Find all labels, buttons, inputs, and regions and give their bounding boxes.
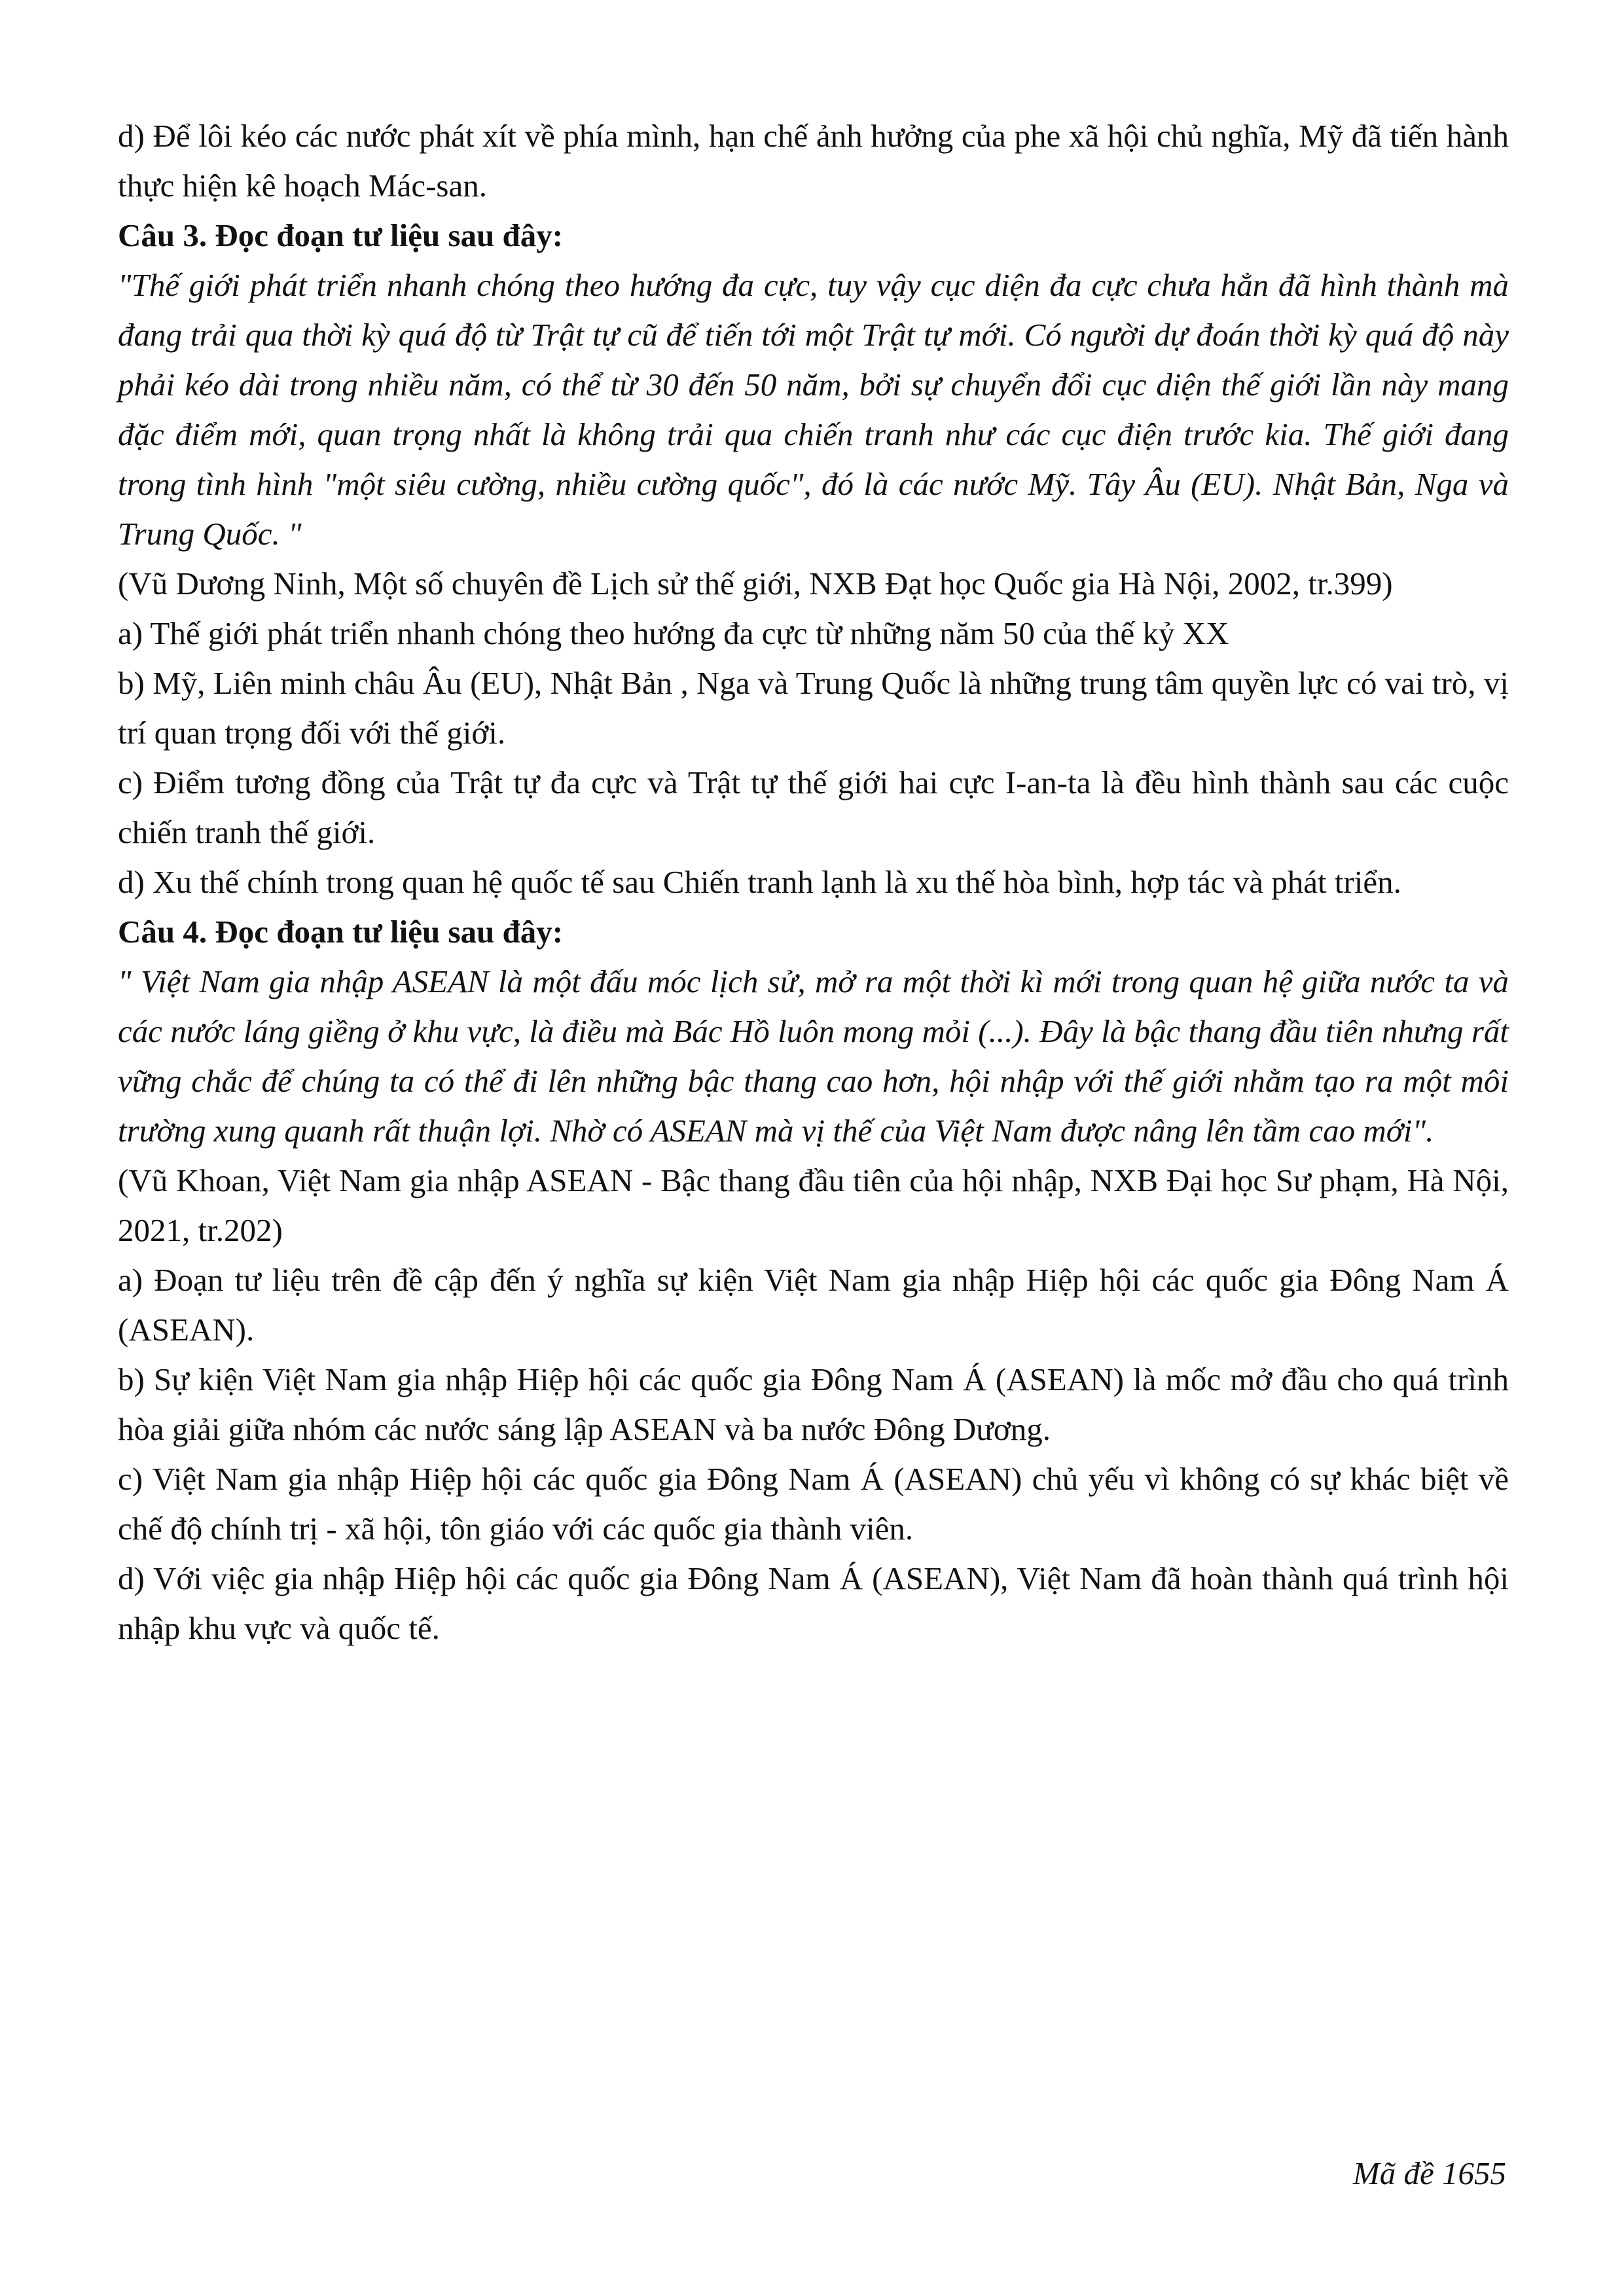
question-3-option-a: a) Thế giới phát triển nhanh chóng theo hướng đa cực từ những năm 50 của thế kỷ XX (118, 615, 1229, 651)
question-4-option-b: b) Sự kiện Việt Nam gia nhập Hiệp hội các quốc gia Đông Nam Á (ASEAN) là mốc mở đầu cho quá trình hòa giải giữa nhóm các nước sáng lập ASEAN và ba nước Đông Dương. (118, 1361, 1509, 1447)
question-3-option-d: d) Xu thế chính trong quan hệ quốc tế sau Chiến tranh lạnh là xu thế hòa bình, hợp tác và phát triển. (118, 864, 1401, 900)
question-4-source: (Vũ Khoan, Việt Nam gia nhập ASEAN - Bậc thang đầu tiên của hội nhập, NXB Đại học Sư phạm, Hà Nội, 2021, tr.202) (118, 1162, 1509, 1248)
question-3-quote: "Thế giới phát triển nhanh chóng theo hướng đa cực, tuy vậy cục diện đa cực chưa hẳn đã hình thành mà đang trải qua thời kỳ quá độ từ Trật tự cũ để tiến tới một Trật tự mới. Có người dự đoán thời kỳ quá độ này phải kéo dài trong nhiều năm, có thể từ 30 đến 50 năm, bởi sự chuyển đổi cục diện thế giới lần này mang đặc điểm mới, quan trọng nhất là không trải qua chiến tranh như các cục điện trước kia. Thế giới đang trong tình hình "một siêu cường, nhiều cường quốc", đó là các nước Mỹ. Tây Âu (EU). Nhật Bản, Nga và Trung Quốc. " (118, 267, 1509, 552)
question-4-quote: " Việt Nam gia nhập ASEAN là một đấu móc lịch sử, mở ra một thời kì mới trong quan hệ giữa nước ta và các nước láng giềng ở khu vực, là điều mà Bác Hồ luôn mong mỏi (...). Đây là bậc thang đầu tiên nhưng rất vững chắc để chúng ta có thể đi lên những bậc thang cao hơn, hội nhập với thế giới nhằm tạo ra một môi trường xung quanh rất thuận lợi. Nhờ có ASEAN mà vị thế của Việt Nam được nâng lên tầm cao mới". (118, 963, 1509, 1149)
question-4-option-c: c) Việt Nam gia nhập Hiệp hội các quốc gia Đông Nam Á (ASEAN) chủ yếu vì không có sự khác biệt về chế độ chính trị - xã hội, tôn giáo với các quốc gia thành viên. (118, 1461, 1509, 1547)
exam-code-footer: Mã đề 1655 (1352, 2155, 1506, 2191)
prev-question-option-d: d) Để lôi kéo các nước phát xít về phía mình, hạn chế ảnh hưởng của phe xã hội chủ nghĩa, Mỹ đã tiến hành thực hiện kê hoạch Mác-san. (118, 118, 1509, 204)
question-3-option-c: c) Điểm tương đồng của Trật tự đa cực và Trật tự thế giới hai cực I-an-ta là đều hình thành sau các cuộc chiến tranh thế giới. (118, 764, 1509, 850)
question-3-option-b: b) Mỹ, Liên minh châu Âu (EU), Nhật Bản , Nga và Trung Quốc là những trung tâm quyền lực có vai trò, vị trí quan trọng đối với thế giới. (118, 665, 1509, 751)
question-3-source: (Vũ Dương Ninh, Một số chuyên đề Lịch sử thế giới, NXB Đạt học Quốc gia Hà Nội, 2002, tr.399) (118, 565, 1393, 601)
question-4-option-a: a) Đoạn tư liệu trên đề cập đến ý nghĩa sự kiện Việt Nam gia nhập Hiệp hội các quốc gia Đông Nam Á (ASEAN). (118, 1262, 1509, 1348)
question-3-heading: Câu 3. Đọc đoạn tư liệu sau đây: (118, 217, 564, 253)
document-page (118, 111, 1509, 1653)
question-4-heading: Câu 4. Đọc đoạn tư liệu sau đây: (118, 914, 564, 950)
question-4-option-d: d) Với việc gia nhập Hiệp hội các quốc gia Đông Nam Á (ASEAN), Việt Nam đã hoàn thành quá trình hội nhập khu vực và quốc tế. (118, 1560, 1509, 1646)
